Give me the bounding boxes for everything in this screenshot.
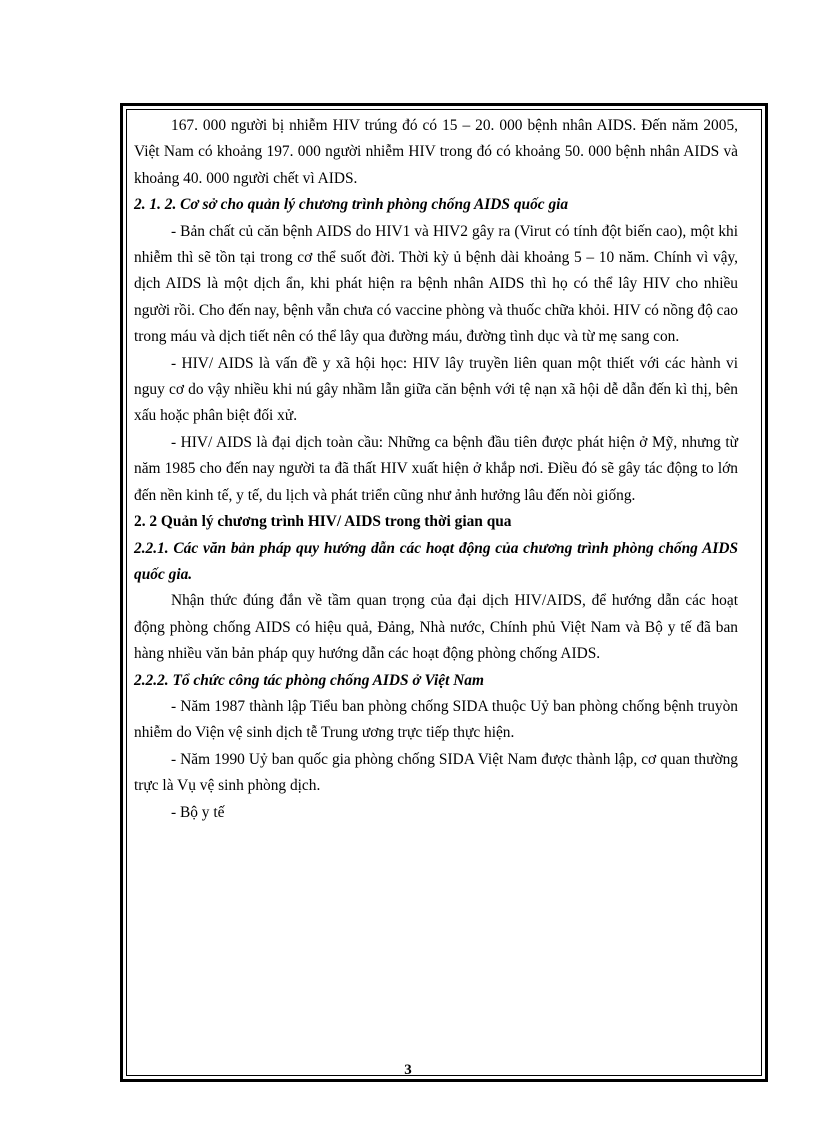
- heading-2-2-1: 2.2.1. Các văn bản pháp quy hướng dẫn các hoạt động của chương trình phòng chống AIDS quốc gia.: [134, 539, 738, 583]
- paragraph-global-pandemic: - HIV/ AIDS là đại dịch toàn cầu: Những ca bệnh đầu tiên được phát hiện ở Mỹ, nhưng từ năm 1985 cho đến nay người ta đã thất HIV xuất hiện ở khắp nơi. Điều đó sẽ gây tác động to lớn đến nền kinh tế, y tế, du lịch và phát triển cũng như ảnh hưởng lâu đến nòi giống.: [134, 433, 738, 504]
- paragraph-legal-documents: Nhận thức đúng đắn về tầm quan trọng của đại dịch HIV/AIDS, để hướng dẫn các hoạt động phòng chống AIDS có hiệu quả, Đảng, Nhà nước, Chính phủ Việt Nam và Bộ y tế đã ban hàng nhiều văn bản pháp quy hướng dẫn các hoạt động phòng chống AIDS.: [134, 592, 738, 663]
- heading-2-2-2: 2.2.2. Tổ chức công tác phòng chống AIDS ở Việt Nam: [134, 671, 484, 689]
- document-body: [134, 113, 738, 826]
- paragraph-disease-nature: - Bản chất củ căn bệnh AIDS do HIV1 và HIV2 gây ra (Virut có tính đột biến cao), một khi nhiễm thì sẽ tồn tại trong cơ thể suốt đời. Thời kỳ ủ bệnh dài khoảng 5 – 10 năm. Chính vì vậy, dịch AIDS là một dịch ẩn, khi phát hiện ra bệnh nhân AIDS thì họ có thể lây HIV cho nhiều người rồi. Cho đến nay, bệnh vẫn chưa có vaccine phòng và thuốc chữa khỏi. HIV có nồng độ cao trong máu và dịch tiết nên có thể lây qua đường máu, đường tình dục và từ mẹ sang con.: [134, 222, 738, 346]
- paragraph-social-issue: - HIV/ AIDS là vấn đề y xã hội học: HIV lây truyền liên quan một thiết với các hành vi nguy cơ do vậy nhiều khi nú gây nhầm lẫn giữa căn bệnh với tệ nạn xã hội dễ dẫn đến kì thị, bên xấu hoặc phân biệt đối xử.: [134, 354, 738, 425]
- paragraph-1987: - Năm 1987 thành lập Tiểu ban phòng chống SIDA thuộc Uỷ ban phòng chống bệnh truyòn nhiễm do Viện vệ sinh dịch tễ Trung ương trực tiếp thực hiện.: [134, 697, 738, 742]
- page-number: 3: [404, 1062, 412, 1078]
- paragraph-ministry: - Bộ y tế: [171, 803, 225, 821]
- heading-2-1-2: 2. 1. 2. Cơ sở cho quản lý chương trình phòng chống AIDS quốc gia: [134, 196, 569, 214]
- heading-2-2: 2. 2 Quản lý chương trình HIV/ AIDS trong thời gian qua: [134, 513, 512, 531]
- paragraph-stats: 167. 000 người bị nhiễm HIV trúng đó có 15 – 20. 000 bệnh nhân AIDS. Đến năm 2005, Việt Nam có khoảng 197. 000 người nhiễm HIV trong đó có khoảng 50. 000 bệnh nhân AIDS và khoảng 40. 000 người chết vì AIDS.: [134, 117, 738, 187]
- paragraph-1990: - Năm 1990 Uỷ ban quốc gia phòng chống SIDA Việt Nam được thành lập, cơ quan thường trực là Vụ vệ sinh phòng dịch.: [134, 750, 738, 795]
